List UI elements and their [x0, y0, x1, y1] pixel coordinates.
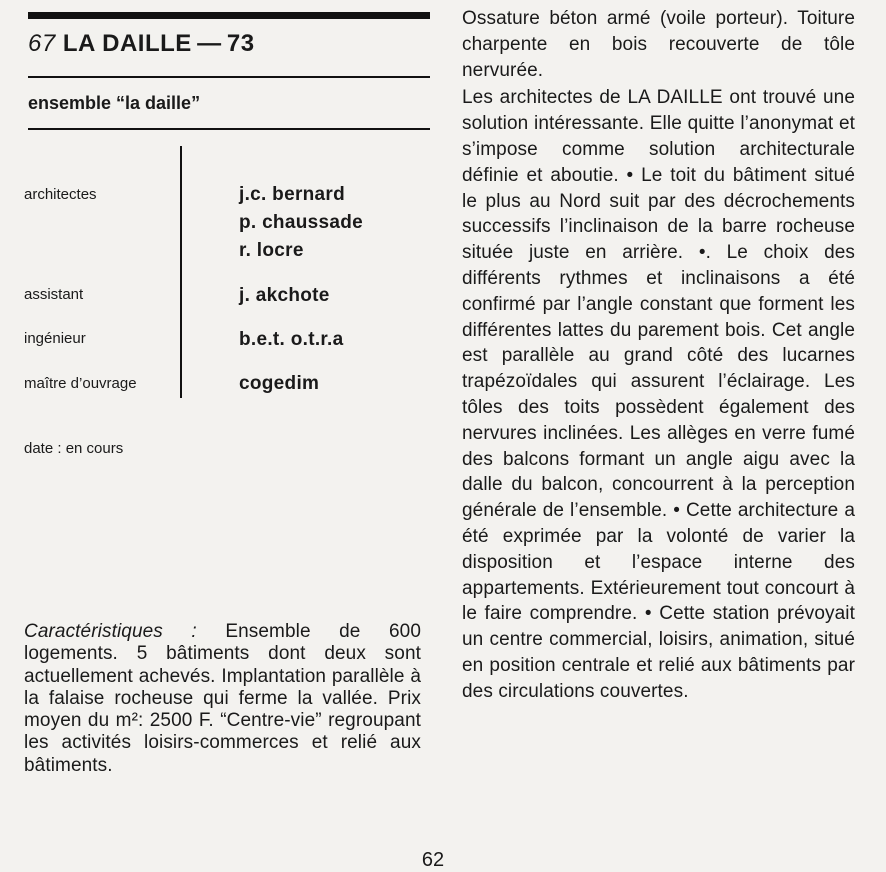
project-number: 67: [28, 30, 56, 57]
caracteristiques-lead: Caractéristiques :: [24, 621, 197, 642]
ingenieur-name: b.e.t. o.t.r.a: [239, 329, 344, 350]
architect-name-1: j.c. bernard: [239, 184, 346, 205]
caracteristiques-paragraph: [24, 621, 421, 777]
page-number: [0, 849, 886, 872]
description-paragraph-1: Ossature béton armé (voile porteur). Toiture charpente en bois recouverte de tôle nervurée.: [462, 8, 855, 81]
assistant-label: assistant: [24, 286, 84, 303]
ingenieur-label: ingénieur: [24, 330, 86, 347]
maitre-ouvrage-name: cogedim: [239, 373, 320, 394]
architect-name-2: p. chaussade: [239, 212, 363, 233]
project-subtitle: ensemble “la daille”: [28, 93, 201, 113]
assistant-name: j. akchote: [239, 285, 330, 306]
subtitle-rule: [28, 128, 430, 130]
architectes-label: architectes: [24, 186, 97, 203]
project-title: LA DAILLE — 73: [62, 30, 255, 57]
heading-rule: [28, 76, 430, 78]
description-column: [462, 6, 855, 705]
description-paragraph-2: Les architectes de LA DAILLE ont trouvé une solution intéressante. Elle quitte l’anonymat et s’impose comme solution architecturale définie et aboutie. • Le toit du bâtiment situé le plus au Nord suit par des décrochements successifs l’inclinaison de la barre rocheuse située juste en arrière. •. Le choix des différents rythmes et inclinaisons a été confirmé par l’angle constant que forment les différentes lattes du parement bois. Cet angle est parallèle au grand côté des lucarnes trapézoïdales qui assurent l’éclairage. Les tôles des toits possèdent également des nervures inclinées. Les allèges en verre fumé des balcons formant un angle aigu avec la dalle du balcon, concourrent à la perception générale de l’ensemble. • Cette architecture a été exprimée par la volonté de varier la disposition et l’espace interne des appartements. Extérieurement tout concourt à le faire comprendre. • Cette station prévoyait un centre commercial, loisirs, animation, situé en position centrale et relié aux bâtiments par des circulations couvertes.: [462, 87, 855, 702]
project-heading: [28, 30, 255, 58]
top-thick-rule: [28, 12, 430, 19]
architect-name-3: r. locre: [239, 240, 304, 261]
credits-divider: [180, 146, 182, 398]
date-status: date : en cours: [24, 440, 124, 457]
maitre-ouvrage-label: maître d’ouvrage: [24, 375, 137, 392]
page-number-text: 62: [421, 849, 445, 871]
caracteristiques-text: Ensemble de 600 logements. 5 bâtiments dont deux sont actuellement achevés. Implantation parallèle à la falaise rocheuse qui ferme la vallée. Prix moyen du m²: 2500 F. “Centre-vie” regroupant les activités loisirs-commerces et relié aux bâtiments.: [24, 621, 422, 776]
